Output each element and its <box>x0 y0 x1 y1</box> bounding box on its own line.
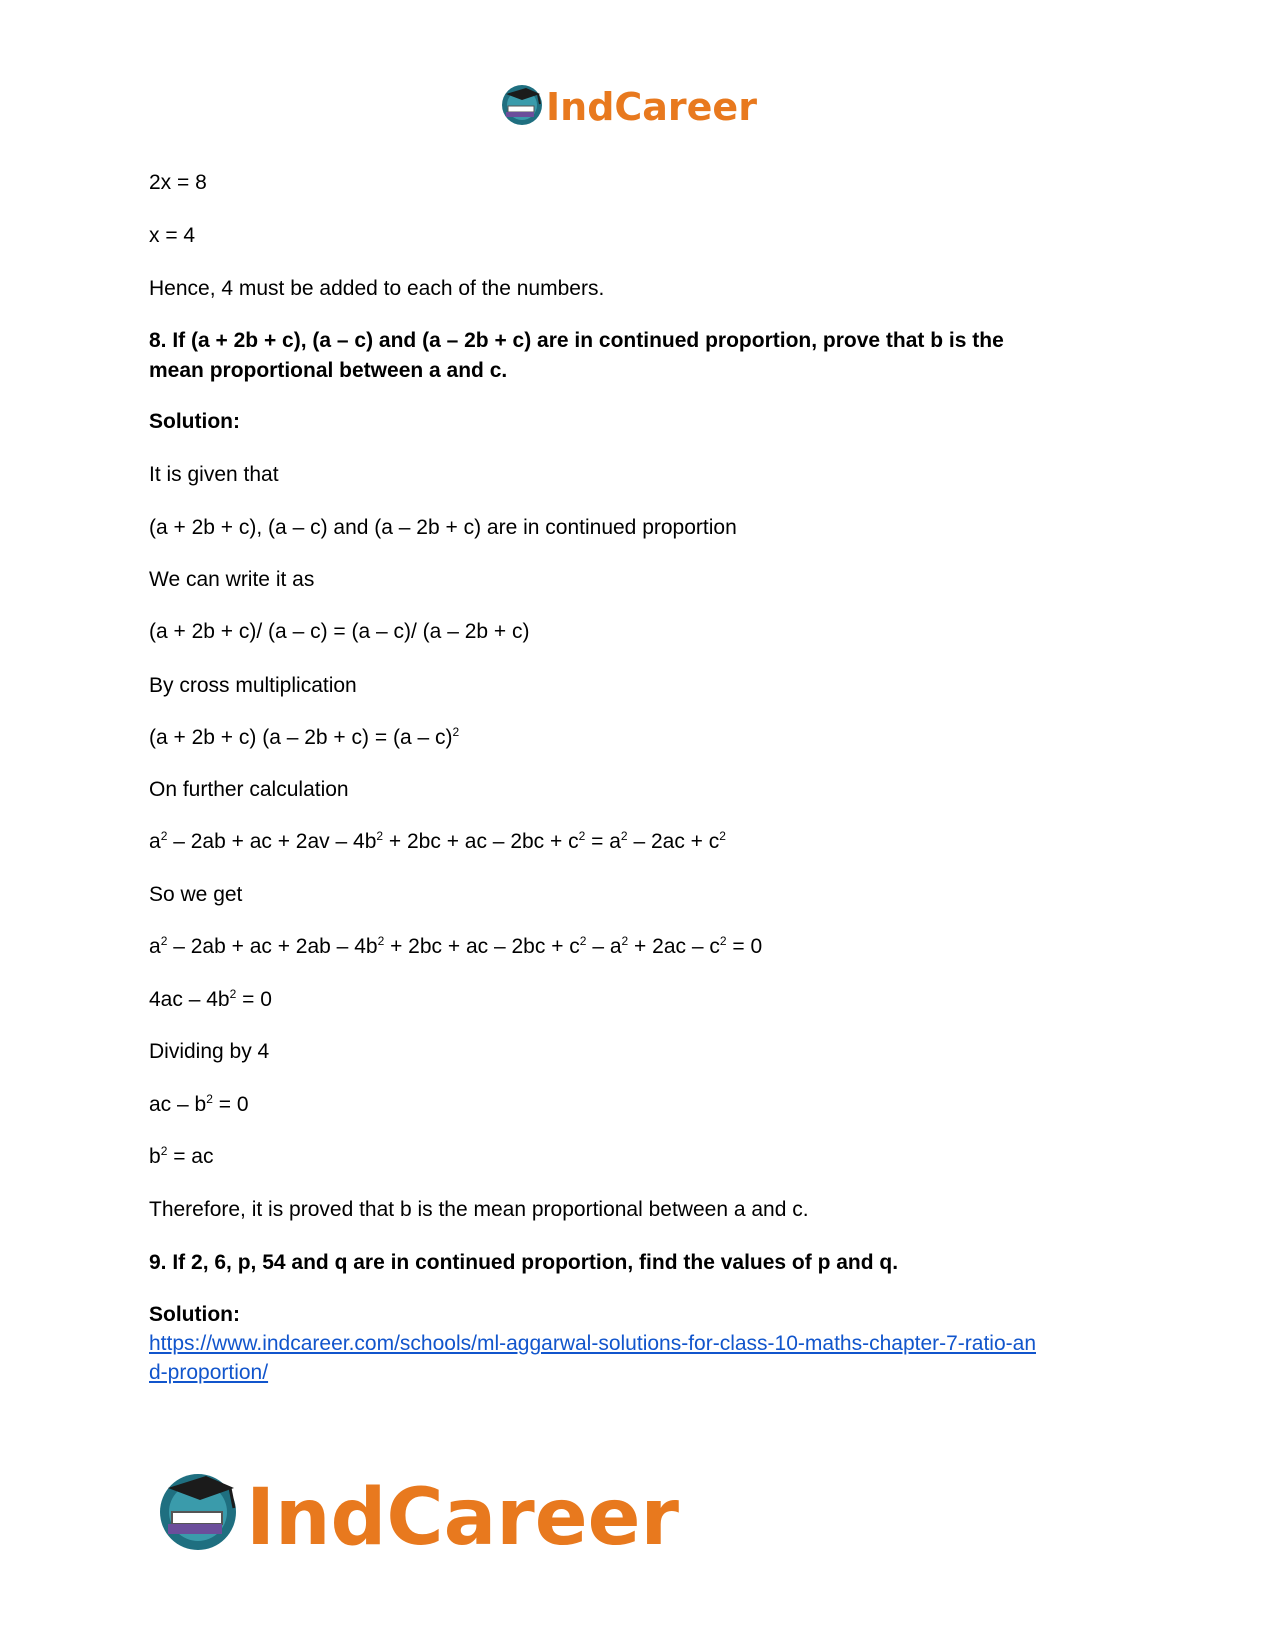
dividing-text: Dividing by 4 <box>149 1040 270 1063</box>
question-9: 9. If 2, 6, p, 54 and q are in continued proportion, find the values of p and q. <box>149 1251 899 1274</box>
header-logo <box>500 80 770 130</box>
graduation-globe-icon <box>502 85 542 125</box>
step-4ac: $4ac - 4b^2 = 0$ <box>149 987 272 1011</box>
solution-label-2: Solution: <box>149 1303 240 1326</box>
cross-expression: (a + 2b + c) (a – 2b + c) = (a – c)$^2$ <box>149 725 460 749</box>
equation-2x: 2x = 8 <box>149 171 207 194</box>
write-as-text: We can write it as <box>149 568 315 591</box>
solution-link-line-1[interactable]: https://www.indcareer.com/schools/ml-aggarwal-solutions-for-class-10-maths-chapter-7-ratio-an <box>149 1332 1036 1355</box>
conclusion-text: Therefore, it is proved that b is the mean proportional between a and c. <box>149 1198 809 1221</box>
step-ac: ac – $b^2 = 0$ <box>149 1092 249 1116</box>
question-8-line-2: mean proportional between a and c. <box>149 359 508 382</box>
step-b2: $b^2$ = ac <box>149 1144 214 1168</box>
solution-link-line-2[interactable]: d-proportion/ <box>149 1361 269 1384</box>
so-we-get-text: So we get <box>149 883 243 906</box>
graduation-globe-icon <box>160 1474 236 1550</box>
solution-label: Solution: <box>149 410 240 433</box>
question-8-line-1: 8. If (a + 2b + c), (a – c) and (a – 2b + c) are in continued proportion, prove that b is the <box>149 329 1004 352</box>
cross-multiplication-text: By cross multiplication <box>149 674 357 697</box>
header-logo-text: IndCareer <box>546 85 757 129</box>
ratio-expression: (a + 2b + c)/ (a – c) = (a – c)/ (a – 2b + c) <box>149 620 530 643</box>
footer-logo-text: IndCareer <box>246 1473 679 1563</box>
footer-logo <box>158 1460 698 1564</box>
expanded-expression: $a^2 - 2ab$ + ac + $2av - 4b^2 + 2bc$ + ac – $2bc + c^2 = a^2 - 2ac + c^2$ <box>149 829 726 853</box>
given-expression: (a + 2b + c), (a – c) and (a – 2b + c) are in continued proportion <box>149 516 737 539</box>
answer-text: Hence, 4 must be added to each of the numbers. <box>149 277 605 300</box>
given-text: It is given that <box>149 463 279 486</box>
equation-x: x = 4 <box>149 224 196 247</box>
simplified-expression: $a^2 - 2ab$ + ac + $2ab - 4b^2 + 2bc$ + ac – $2bc + c^2 - a^2 + 2ac - c^2 = 0$ <box>149 934 763 958</box>
further-calculation-text: On further calculation <box>149 778 349 801</box>
